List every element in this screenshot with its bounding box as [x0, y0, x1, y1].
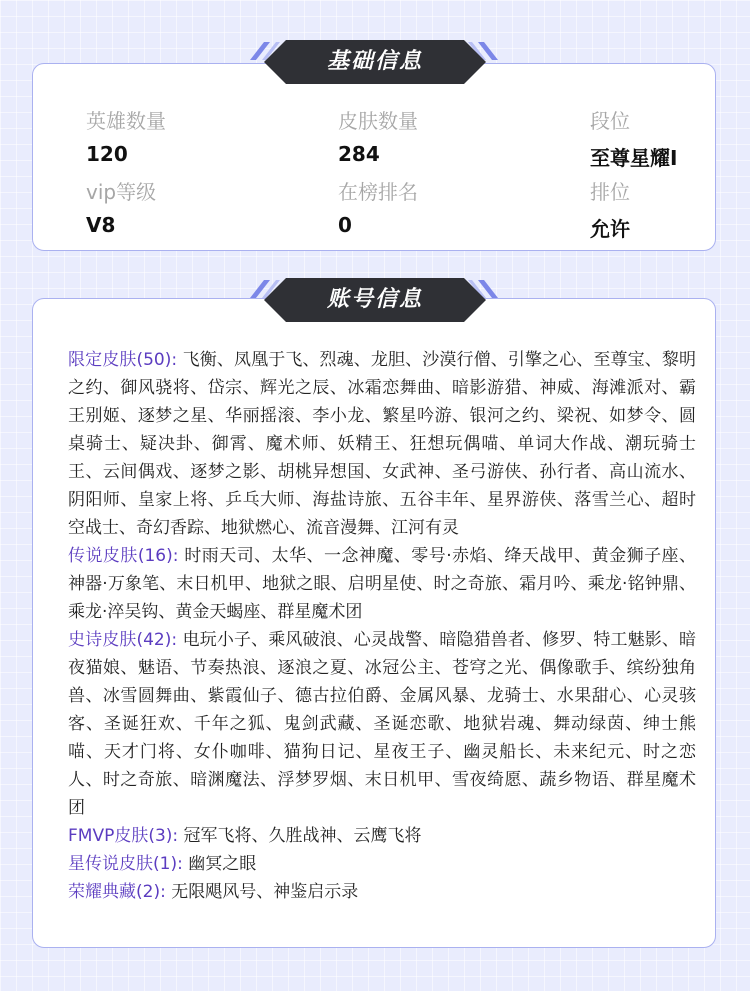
skin-count-stat	[338, 105, 418, 166]
skin-category-epic	[68, 626, 696, 822]
skin-category-star-legend	[68, 850, 696, 878]
skin-category-items: 飞衡、凤凰于飞、烈魂、龙胆、沙漠行僧、引擎之心、至尊宝、黎明之约、御风骁将、岱宗、辉光之辰、冰霜恋舞曲、暗影游猎、神威、海滩派对、霸王别姬、逐梦之星、华丽摇滚、李小龙、繁星吟游、银河之约、梁祝、如梦令、圆桌骑士、疑决卦、御霄、魔术师、妖精王、狂想玩偶喵、单词大作战、潮玩骑士王、云间偶戏、逐梦之影、胡桃异想国、女武神、圣弓游侠、孙行者、高山流水、阴阳师、皇家上将、乒乓大师、海盐诗旅、五谷丰年、星界游侠、落雪兰心、超时空战士、奇幻香踪、地狱燃心、流音漫舞、江河有灵	[68, 350, 697, 538]
skin-category-label: 荣耀典藏(2):	[68, 882, 166, 902]
board-rank-label: 在榜排名	[338, 180, 418, 204]
vip-stat	[86, 176, 156, 237]
vip-label: vip等级	[86, 180, 157, 204]
rank-label: 段位	[590, 109, 630, 133]
position-label: 排位	[590, 180, 630, 204]
skin-category-items: 冠军飞将、久胜战神、云鹰飞将	[183, 826, 422, 846]
skin-category-items: 电玩小子、乘风破浪、心灵战警、暗隐猎兽者、修罗、特工魅影、暗夜猫娘、魅语、节奏热浪、逐浪之夏、冰冠公主、苍穹之光、偶像歌手、缤纷独角兽、冰雪圆舞曲、紫霞仙子、德古拉伯爵、金属风暴、龙骑士、水果甜心、心灵骇客、圣诞狂欢、千年之狐、鬼剑武藏、圣诞恋歌、地狱岩魂、舞动绿茵、绅士熊喵、天才门将、女仆咖啡、猫狗日记、星夜王子、幽灵船长、未来纪元、时之恋人、时之奇旅、暗渊魔法、浮梦罗烟、末日机甲、雪夜绮愿、蔬乡物语、群星魔术团	[68, 630, 697, 818]
basic-info-title: 基础信息	[326, 49, 423, 74]
skin-category-label: 限定皮肤(50):	[68, 350, 178, 370]
skin-count-label: 皮肤数量	[338, 109, 418, 133]
account-info-title: 账号信息	[326, 287, 423, 312]
hero-count-label: 英雄数量	[86, 109, 166, 133]
hero-count-stat	[86, 105, 166, 166]
skin-category-glory	[68, 878, 696, 906]
rank-stat	[590, 105, 677, 171]
skin-category-items: 幽冥之眼	[188, 854, 257, 874]
account-info-header	[248, 276, 502, 326]
position-stat	[590, 176, 630, 242]
basic-info-header	[248, 38, 502, 88]
board-rank-value: 0	[338, 213, 352, 237]
skin-category-legend	[68, 542, 696, 626]
position-value: 允许	[590, 217, 630, 241]
skin-category-limited	[68, 346, 696, 542]
board-rank-stat	[338, 176, 418, 237]
rank-value: 至尊星耀I	[590, 146, 678, 170]
skin-category-items: 时雨天司、太华、一念神魔、零号·赤焰、绛天战甲、黄金狮子座、神器·万象笔、末日机甲、地狱之眼、启明星使、时之奇旅、霜月吟、乘龙·铭钟鼎、乘龙·淬吴钩、黄金天蝎座、群星魔术团	[68, 546, 697, 622]
skin-category-label: 星传说皮肤(1):	[68, 854, 183, 874]
vip-value: V8	[86, 213, 116, 237]
skin-category-label: 史诗皮肤(42):	[68, 630, 178, 650]
skin-count-value: 284	[338, 142, 380, 166]
skin-category-fmvp	[68, 822, 696, 850]
skin-category-items: 无限飓风号、神鉴启示录	[171, 882, 359, 902]
hero-count-value: 120	[86, 142, 128, 166]
skin-list	[68, 346, 696, 906]
skin-category-label: 传说皮肤(16):	[68, 546, 179, 566]
skin-category-label: FMVP皮肤(3):	[68, 826, 179, 846]
